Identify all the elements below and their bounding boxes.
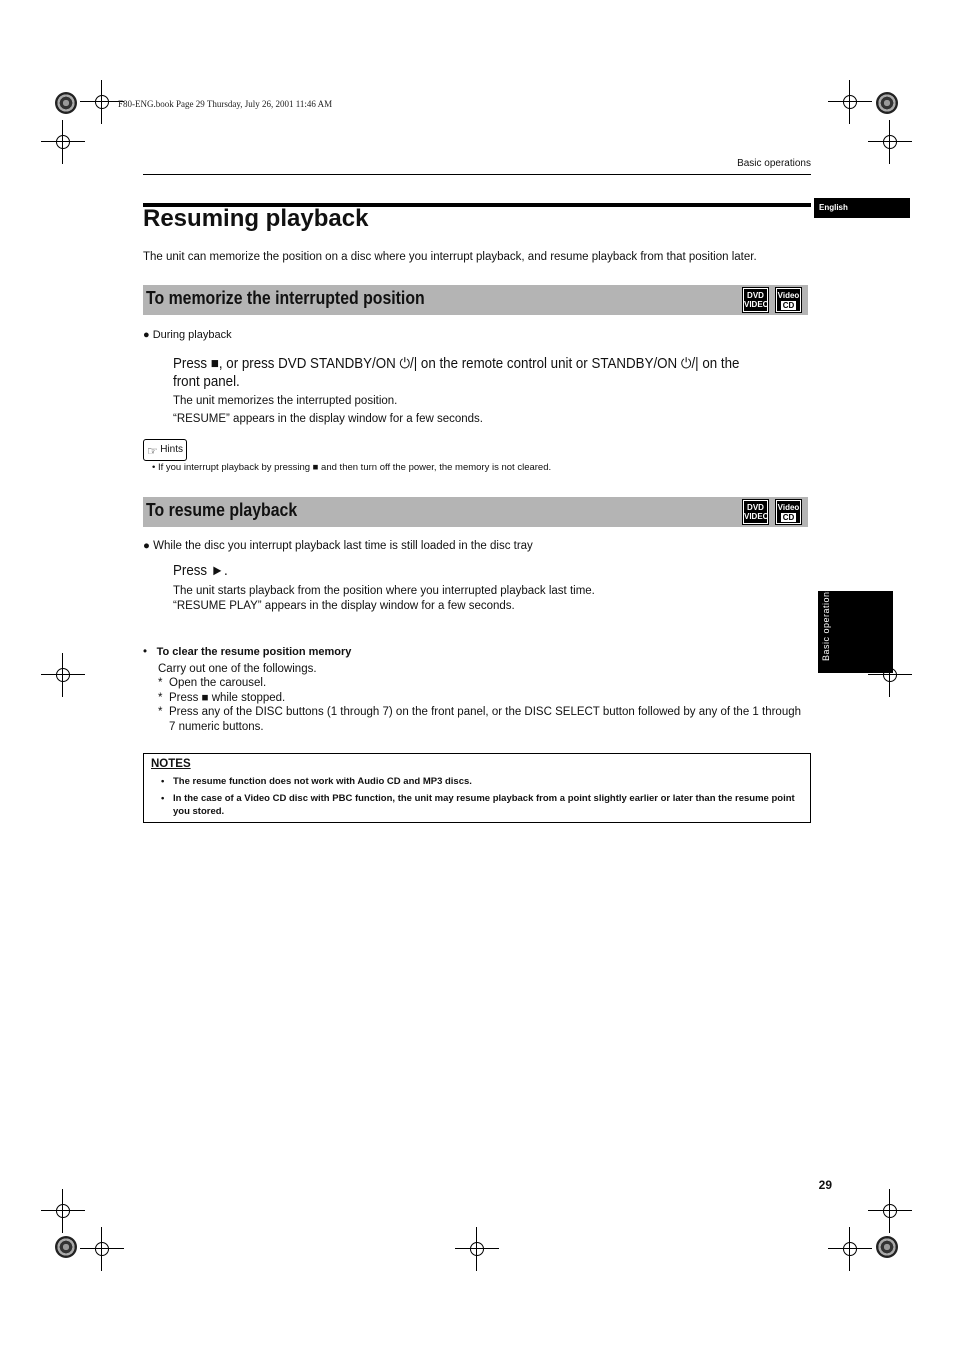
list-item: * Press ■ while stopped. [158,691,286,704]
notes-title: NOTES [151,758,191,770]
section-title: To memorize the interrupted position [146,288,425,308]
language-tab: English [814,198,910,218]
color-rosette-bottom-right [876,1236,898,1258]
hints-icon: ☞ Hints [143,439,187,461]
section-title: To resume playback [146,500,298,520]
book-info: F80-ENG.book Page 29 Thursday, July 26, 2001 11:46 AM [118,99,333,109]
list-item: * Press any of the DISC buttons (1 through 7) on the front panel, or the DISC SELECT button followed by any of the 1 through 7 numeric buttons. [158,706,802,733]
result-text: “RESUME PLAY” appears in the display window for a few seconds. [173,600,515,612]
hand-icon: ☞ [147,444,158,458]
section-heading-memorize [143,285,808,315]
video-cd-icon: Video CD [776,500,801,524]
result-text: “RESUME” appears in the display window for a few seconds. [173,413,484,425]
dvd-video-icon: DVD VIDEO [743,288,768,312]
color-rosette-top-left [55,92,77,114]
instruction: Press ►. [173,563,228,579]
registration-mark [828,1227,872,1271]
condition: ● During playback [143,329,232,341]
instruction: Press ■, or press DVD STANDBY/ON ⏻/| on the remote control unit or STANDBY/ON ⏻/| on the front panel. [173,356,740,390]
intro-text: The unit can memorize the position on a disc where you interrupt playback, and resume playback from that position later. [143,251,757,263]
registration-mark [41,653,85,697]
registration-mark [41,120,85,164]
color-rosette-top-right [876,92,898,114]
side-tab-label: Basic operations [821,586,831,661]
note-item: • The resume function does not work with Audio CD and MP3 discs. [151,775,803,788]
page-title: Resuming playback [143,205,369,232]
registration-mark [455,1227,499,1271]
registration-mark [828,80,872,124]
clear-intro: Carry out one of the followings. [158,662,317,675]
clear-heading: To clear the resume position memory [156,646,352,658]
registration-mark [868,120,912,164]
header-divider [143,174,811,175]
condition: ● While the disc you interrupt playback last time is still loaded in the disc tray [143,540,533,552]
list-item: * Open the carousel. [158,677,267,689]
hint-text: • If you interrupt playback by pressing ■ and then turn off the power, the memory is not cleared. [152,462,552,473]
section-heading-resume [143,497,808,527]
color-rosette-bottom-left [55,1236,77,1258]
registration-mark [868,1189,912,1233]
result-text: The unit starts playback from the position where you interrupted playback last time. [173,585,595,597]
registration-mark [80,1227,124,1271]
dvd-video-icon: DVD VIDEO [743,500,768,524]
notes-box [143,753,811,823]
page-number: 29 [818,1178,832,1192]
side-tab [818,586,893,673]
registration-mark [41,1189,85,1233]
section-label: Basic operations [737,158,811,169]
note-item: • In the case of a Video CD disc with PBC function, the unit may resume playback from a point slightly earlier or later than the resume point you stored. [151,792,803,818]
clear-memory-block: • To clear the resume position memory Carry out one of the followings. * Open the carousel. * Press ■ while stopped. * Press any of the DISC buttons (1 through 7) on the front panel, or the DISC SELECT button followed by any of the 1 through 7 numeric buttons. [143,645,808,734]
video-cd-icon: Video CD [776,288,801,312]
result-text: The unit memorizes the interrupted position. [173,395,398,407]
